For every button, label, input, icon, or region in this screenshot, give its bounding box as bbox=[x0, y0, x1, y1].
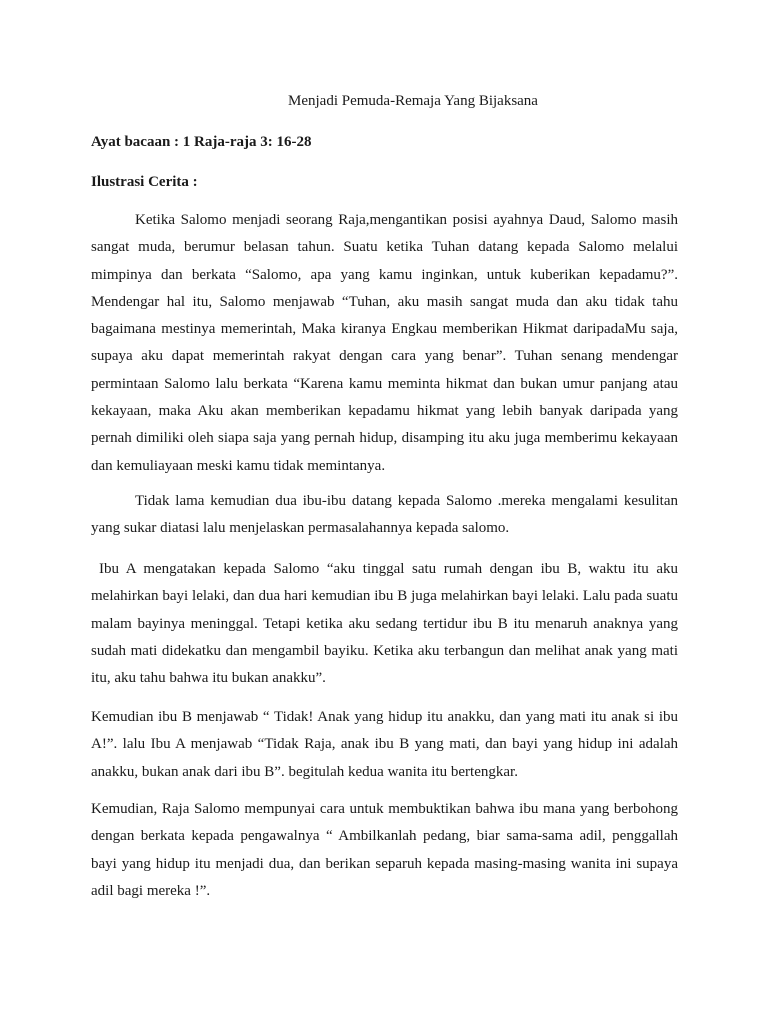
paragraph: Ibu A mengatakan kepada Salomo “aku tinggal satu rumah dengan ibu B, waktu itu aku melahirkan bayi lelaki, dan dua hari kemudian ibu B juga melahirkan bayi lelaki. Lalu pada suatu malam bayinya meninggal. Tetapi ketika aku sedang tertidur ibu B itu menaruh anaknya yang sudah mati didekatku dan mengambil bayiku. Ketika aku terbangun dan melihat anak yang mati itu, aku tahu bahwa itu bukan anakku”. bbox=[91, 561, 678, 687]
paragraph: Ketika Salomo menjadi seorang Raja,mengantikan posisi ayahnya Daud, Salomo masih sangat muda, berumur belasan tahun. Suatu ketika Tuhan datang kepada Salomo melalui mimpinya dan berkata “Salomo, apa yang kamu inginkan, untuk kuberikan kepadamu?”. Mendengar hal itu, Salomo menjawab “Tuhan, aku masih sangat muda dan aku tidak tahu bagaimana mestinya memerintah, Maka kiranya Engkau memberikan Hikmat daripadaMu saja, supaya aku dapat memerintah rakyat dengan cara yang benar”. Tuhan senang mendengar permintaan Salomo lalu berkata “Karena kamu meminta hikmat dan bukan umur panjang atau kekayaan, maka Aku akan memberikan kepadamu hikmat yang lebih banyak daripada yang pernah dimiliki oleh siapa saja yang pernah hidup, disamping itu aku juga memberimu kekayaan dan kemuliayaan meski kamu tidak memintanya. bbox=[91, 212, 678, 474]
paragraph: Tidak lama kemudian dua ibu-ibu datang kepada Salomo .mereka mengalami kesulitan yang sukar diatasi lalu menjelaskan permasalahannya kepada salomo. bbox=[91, 493, 678, 537]
document-title: Menjadi Pemuda-Remaja Yang Bijaksana bbox=[288, 93, 538, 109]
story-label: Ilustrasi Cerita : bbox=[91, 174, 198, 190]
reading-label: Ayat bacaan : 1 Raja-raja 3: 16-28 bbox=[91, 134, 312, 150]
paragraph: Kemudian, Raja Salomo mempunyai cara untuk membuktikan bahwa ibu mana yang berbohong dengan berkata kepada pengawalnya “ Ambilkanlah pedang, biar sama-sama adil, penggallah bayi yang hidup itu menjadi dua, dan berikan separuh kepada masing-masing wanita ini supaya adil bagi mereka !”. bbox=[91, 801, 678, 899]
paragraph: Kemudian ibu B menjawab “ Tidak! Anak yang hidup itu anakku, dan yang mati itu anak si ibu A!”. lalu Ibu A menjawab “Tidak Raja, anak ibu B yang mati, dan bayi yang hidup ini adalah anakku, bukan anak dari ibu B”. begitulah kedua wanita itu bertengkar. bbox=[91, 709, 678, 780]
